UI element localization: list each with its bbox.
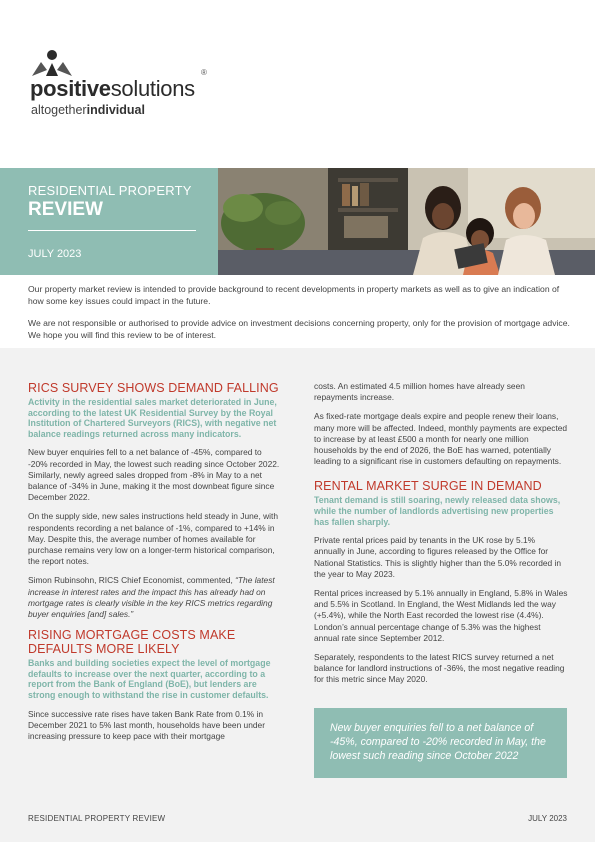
hero-title: REVIEW <box>28 199 103 220</box>
lead-rental-market: Tenant demand is still soaring, newly released data shows, while the number of landlords advertising new properties has fallen sharply. <box>314 495 561 527</box>
paragraph: costs. An estimated 4.5 million homes have already seen repayments increase. <box>314 381 525 403</box>
hero-date: JULY 2023 <box>28 248 82 260</box>
right-column <box>314 381 568 694</box>
heading-mortgage-costs: RISING MORTGAGE COSTS MAKE DEFAULTS MORE LIKELY <box>28 628 236 657</box>
lead-mortgage-costs: Banks and building societies expect the level of mortgage defaults to increase over the next quarter, according to a report from the Bank of England (BoE), but lenders are strong enough to withstand the rise in customer defaults. <box>28 658 271 700</box>
paragraph: Separately, respondents to the latest RICS survey returned a net balance for landlord instructions of -36%, the most negative reading for this metric since May 2020. <box>314 652 565 685</box>
heading-rental-market: RENTAL MARKET SURGE IN DEMAND <box>314 479 542 494</box>
hero-banner <box>0 168 218 275</box>
quote-paragraph: Simon Rubinsohn, RICS Chief Economist, commented, “The latest increase in interest rates and the impact this has already had on mortgage rates is clearly visible in the key RICS metrics regarding buyer enquiries [and] sales.” <box>28 575 275 620</box>
heading-rics-survey: RICS SURVEY SHOWS DEMAND FALLING <box>28 381 279 395</box>
intro-paragraph-1: Our property market review is intended to provide background to recent developments in property markets as well as to give an indication of how some key issues could impact in the future. <box>28 284 560 306</box>
footer-title: RESIDENTIAL PROPERTY REVIEW <box>28 814 166 823</box>
left-column <box>28 381 282 750</box>
paragraph: Private rental prices paid by tenants in the UK rose by 5.1% annually in June, according to figures released by the Office for National Statistics. This is slightly higher than the 5.0% recorded in the year to May 2023. <box>314 535 562 579</box>
footer-date: JULY 2023 <box>528 814 567 823</box>
brand-tagline: altogetherindividual <box>31 103 145 117</box>
logo-mark-icon <box>32 50 72 76</box>
brand-logo <box>30 50 230 120</box>
hero-divider <box>28 230 196 231</box>
hero-subtitle: RESIDENTIAL PROPERTY <box>28 183 192 198</box>
paragraph: New buyer enquiries fell to a net balance of -45%, compared to -20% recorded in May, the lowest such reading since October 2022. Similarly, newly agreed sales dropped from -8% in May to a net balance of -34% in June, making it the most downbeat figure since December 2022. <box>28 447 280 503</box>
registered-mark: ® <box>201 68 207 77</box>
family-photo <box>218 168 595 275</box>
intro-paragraph-2: We are not responsible or authorised to provide advice on investment decisions concerning property, only for the provision of mortgage advice. We hope you will find this review to be of interest. <box>28 318 570 340</box>
pull-quote: New buyer enquiries fell to a net balance of -45%, compared to -20% recorded in May, the lowest such reading since October 2022 <box>314 708 567 778</box>
lead-rics-survey: Activity in the residential sales market deteriorated in June, according to the latest UK Residential Survey by the Royal Institution of Chartered Surveyors (RICS), with negative net balance readings returned across many indicators. <box>28 397 277 439</box>
paragraph: Rental prices increased by 5.1% annually in England, 5.8% in Wales and 5.5% in Scotland. In England, the West Midlands led the way (+5.4%), while the North East recorded the lowest rise (4.4%). London’s annual percentage change of 5.3% was the highest annual rate since September 2012. <box>314 588 568 643</box>
paragraph: As fixed-rate mortgage deals expire and people renew their loans, many more will be affected. Indeed, monthly payments are expected to increase by at least £500 a month for nearly one million households by the end of 2026, the BoE has warned, potentially leading to a significant rise in customers defaulting on repayments. <box>314 411 568 467</box>
paragraph: On the supply side, new sales instructions held steady in June, with respondents recording a net balance of -1%, compared to +14% in May. Despite this, the average number of homes available for purchase remains very low on a longer-term historical comparison, the report notes. <box>28 511 278 567</box>
brand-name: positivesolutions <box>30 76 195 101</box>
paragraph: Since successive rate rises have taken Bank Rate from 0.1% in December 2021 to 5% last month, households have been under increasing pressure to keep pace with their mortgage <box>28 708 265 741</box>
